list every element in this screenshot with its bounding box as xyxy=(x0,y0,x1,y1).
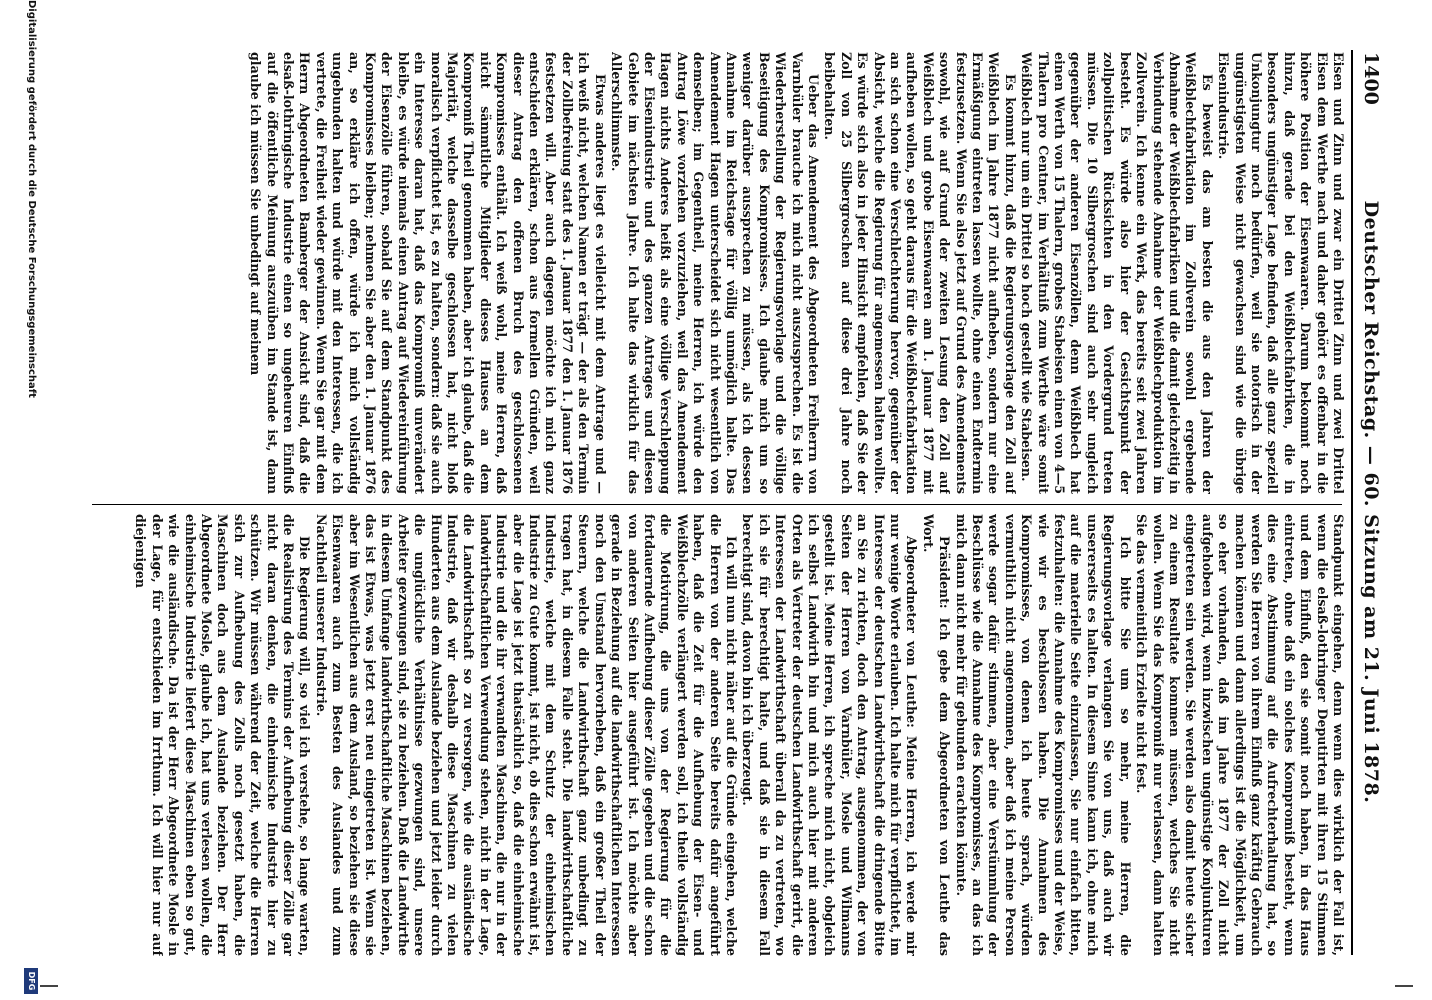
paragraph: Standpunkt eingehen, denn wenn dies wirklich der Fall ist, wenn die elsaß-lothringer Deputirten mit ihren 15 Stimmen und dem Einfluß, den sie somit noch haben, in das Haus eintreten, ohne daß ein solches Kompromiß besteht, wenn dies eine Abstimmung auf die Aufrechterhaltung hat, so werden Sie Herren von ihrem Einfluß ganz kräftig Gebrauch machen können und dann allerdings ist die Möglichkeit, um so eher vorhanden, daß im Jahre 1877 der Zoll nicht aufgehoben wird, wenn inzwischen ungünstige Konjunkturen eingetreten sein werden. Sie werden also damit heute sicher zu einem Resultate kommen müssen, welches Sie nicht wollen. Wenn Sie das Kompromiß nur verlassen, dann halten Sie das vermeintlich Erzielte nicht fest. xyxy=(1134,514,1346,956)
paragraph: Ich will nun nicht näher auf die Gründe eingehen, welche die Herren von der anderen Seite bereits dafür angeführt haben, daß die Zeit für die Aufhebung der Eisen- und Weißblechzölle verlängert werden soll, ich theile vollständig die Motivirung, die uns von der Regierung für die fortdauernde Aufhebung dieser Zölle gegeben und die schon von anderen Seiten hier ausgeführt ist. Ich möchte aber gerade in Beziehung auf die landwirthschaftlichen Interessen noch den Umstand hervorheben, daß ein großer Theil der Steuern, welche die Landwirthschaft ganz unbedingt zu tragen hat, in diesem Falle steht. Die landwirthschaftliche Industrie, welche mit dem Schutz der einheimischen Industrie zu Gute kommt, ist nicht, ob dies schon erwähnt ist, aber die Lage ist jetzt thatsächlich so, daß die einheimische Industrie und die ihr verwandten Maschinen, die nur in der landwirthschaftlichen Verwendung stehen, nicht in der Lage, die Landwirthschaft so zu versorgen, wie die ausländische Industrie, daß wir deshalb diese Maschinen zu vielen Hunderten aus dem Auslande beziehen und jetzt leider durch die unglückliche Verhältnisse gezwungen sind, unsere Arbeiter gezwungen sind, sie zu beziehen. Daß die Landwirthe in diesem Umfange landwirthschaftliche Maschinen beziehen, das ist Etwas, was jetzt erst neu eingetreten ist. Wenn sie aber im Wesentlichen aus dem Ausland, so beziehen sie diese Eisenwaaren auch zum Besten des Auslandes und zum Nachtheil unserer Industrie. xyxy=(313,514,739,956)
president-line: Präsident: Ich gebe dem Abgeordneten von Leuthe das Wort. xyxy=(920,514,953,956)
page-title: Deutscher Reichstag. — 60. Sitzung am 21. Juni 1878. xyxy=(1360,200,1382,804)
paragraph: Es beweist das am besten die aus den Jahren der Weißblechfabrikation im Zollverein sowohl ergebende Abnahme der Weißblechfabriken und die damit gleichzeitig in Verbindung stehende Abnahme der Weißblechproduktion im Zollverein. Ich kenne ein Werk, das bereits seit zwei Jahren besteht. Es würde also hier der Gesichtspunkt der zollpolitischen Rücksichten in den Vordergrund treten müssen. Die 10 Silbergroschen sind auch sehr ungleich gegenüber der anderen Eisenzöllen, denn Weißblech hat einen Werth von 15 Thalern, grobes Stabeisen einen von 4—5 Thalern pro Centner, im Verhältniß zum Werthe wäre somit Weißblech nur um ein Drittel so hoch gestellt wie Stabeisen. xyxy=(1019,52,1215,494)
header-rule xyxy=(1351,50,1353,955)
page-number: 1400 xyxy=(1360,52,1382,105)
scan-artifact xyxy=(40,985,58,987)
text-column-left xyxy=(96,52,1346,494)
column-divider xyxy=(92,504,1342,505)
text-column-right xyxy=(96,514,1346,956)
paragraph: Etwas anderes liegt es vielleicht mit dem Antrage und — ich weiß nicht, welchen Namen er trägt — der als den Termin der Zollbefreiung statt des 1. Januar 1877 den 1. Januar 1876 festsetzen will. Aber auch dagegen möchte ich mich ganz entschieden erklären, schon aus formellen Gründen, weil dieser Antrag den offenen Bruch des geschlossenen Kompromisses enthält. Ich weiß wohl, meine Herren, daß nicht sämmtliche Mitglieder dieses Hauses an dem Kompromiß Theil genommen haben, aber ich glaube, daß die Majorität, welche dasselbe geschlossen hat, nicht bloß moralisch verpflichtet ist, es zu halten, sondern: daß sie auch ein Interesse daran hat, daß das Kompromiß unverändert bleibe, es würde niemals einen Antrag auf Wiedereinführung der Eisenzölle führen, sobald Sie auf dem Standpunkt des Kompromisses bleiben; nehmen Sie aber den 1. Januar 1876 an, so erkläre ich offen, würde ich mich vollständig ungebunden halten und würde mit den Interessen, die ich vertrete, die Freiheit wieder gewinnen. Wenn Sie gar mit dem Herrn Abgeordneten Bamberger der Ansicht sind, daß die elsaß-lothringische Industrie einen so ungeheuren Einfluß auf die öffentliche Meinung auszuüben im Stande ist, dann glaube ich müssen Sie unbedingt auf meinem xyxy=(248,52,608,494)
speaker-paragraph: Abgeordneter von Leuthe: Meine Herren, ich werde mir nur wenige Worte erlauben. Ich halte mich für verpflichtet, im Interesse der deutschen Landwirthschaft die dringende Bitte an Sie zu richten, doch den Antrag, ausgenommen, der von Seiten der Herren von Varnbüler, Mosle und Wilmanns gestellt ist. Meine Herren, ich spreche mich nicht, obgleich ich selbst Landwirth bin und mich auch hier mit anderen Orten als Vertreter der deutschen Landwirthschaft gerirt, die Interessen der Landwirthschaft überall da zu vertreten, wo ich sie für berechtigt halte, und daß sie in diesem Fall berechtigt sind, davon bin ich überzeugt. xyxy=(740,514,920,956)
paragraph: Eisen und Zinn und zwar ein Drittel Zinn und zwei Drittel Eisen dem Werthe nach und daher gehört es offenbar in die höhere Position der Eisenwaaren. Darum bekommt noch hinzu, daß gerade bei den Weißblechfabriken, die in besonders ungünstiger Lage befinden, daß alle ganz speziell Unkonjungtur noch bedürfen, weil sie notorisch in der ungünstigsten Weise nicht gewachsen sind wie die übrige Eisenindustrie. xyxy=(1216,52,1346,494)
page-header xyxy=(1342,52,1382,952)
credit-text: Digitalisierung gefördert durch die Deutsche Forschungsgemeinschaft xyxy=(26,0,37,398)
paragraph: Die Regierung will, so viel ich verstehe, so lange warten, die Realisirung des Termins der Aufhebung dieser Zölle gar nicht daran denken, die einheimische Industrie hier zu schützen. Wir müssen während der Zeit, welche die Herren sich zur Aufhebung des Zolls noch gesetzt haben, die Maschinen doch aus dem Auslande beziehen. Der Herr Abgeordnete Mosle, glaube ich, hat uns verlesen wollen, die einheimische Industrie liefert diese Maschinen eben so gut, wie die ausländische. Da ist der Herr Abgeordnete Mosle in der Lage, für entschieden im Irrthum. Ich will hier nur auf diejenigen xyxy=(133,514,313,956)
dfg-logo: DFG xyxy=(24,968,38,994)
paragraph: Ich bitte Sie um so mehr, meine Herren, die Regierungsvorlage verlangen Sie von uns, daß auch wir unsererseits es halten. In diesem Sinne kann ich, ohne mich auf die materielle Seite einzulassen, Sie nur einfach bitten, festzuhalten: die Annahme des Kompromisses und der Weise, wie wir es beschlossen haben. Die Annahmen des Kompromisses, von denen ich heute sprach, würden vermuthlich nicht angenommen, aber daß ich meine Person werde sogar dafür stimmen, aber eine Verstümmlung der Beschlüsse wie die Annahme des Kompromisses, an das ich mich dann nicht mehr für gebunden erachten könnte. xyxy=(953,514,1133,956)
paragraph: Es kommt hinzu, daß die Regierungsvorlage den Zoll auf Weißblech im Jahre 1877 nicht aufheben, sondern nur eine Ermäßigung eintreten lassen wollte, ohne einen Endtermin festzusetzen. Wenn Sie also jetzt auf Grund des Amendements sowohl, wie auf Grund der zweiten Lesung den Zoll auf Weißblech und grobe Eisenwaaren am 1. Januar 1877 mit aufheben wollen, so geht daraus für die Weißblechfabrikation an sich schon eine Verschlechterung hervor, gegenüber der Absicht, welche die Regierung für angemessen halten wollte. Es würde sich also in jeder Hinsicht empfehlen, daß Sie der Zoll von 25 Silbergroschen auf diese drei Jahre noch beibehalten. xyxy=(822,52,1018,494)
paragraph: Ueber das Amendement des Abgeordneten Freiherrn von Varnbüler brauche ich mich nicht auszusprechen. Es ist die Wiederherstellung der Regierungsvorlage und die völlige Beseitigung des Kompromisses. Ich glaube mich um so weniger darüber aussprechen zu müssen, als ich dessen Annahme im Reichstage für völlig unmöglich halte. Das Amendement Hagen unterscheidet sich nicht wesentlich von demselben; im Gegentheil, meine Herren, ich würde den Antrag Löwe vorziehen vorzuziehen, weil das Amendement Hagen nichts Anderes heißt als eine völlige Verschleppung der Eisenindustrie und des ganzen Antrages und diesen Gebiete im nächsten Jahre. Ich halte das wirklich für das Allerschlimmste. xyxy=(609,52,821,494)
digitization-credit xyxy=(18,0,38,1000)
scan-artifact xyxy=(1395,985,1413,987)
